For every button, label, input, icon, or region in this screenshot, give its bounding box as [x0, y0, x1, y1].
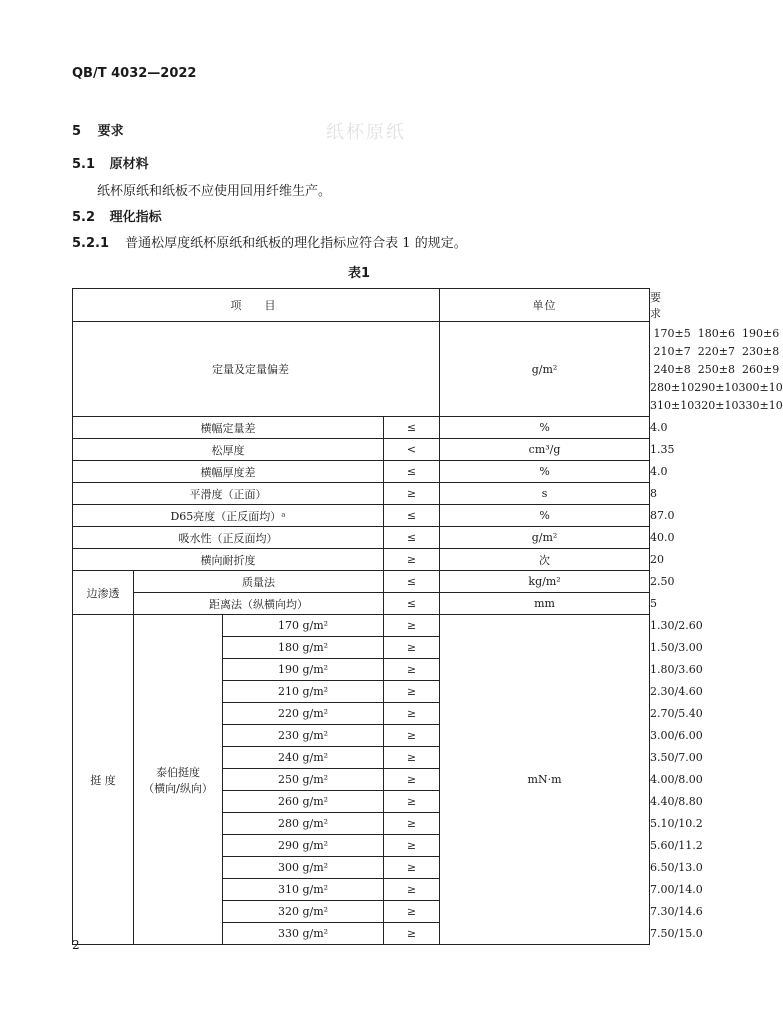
stiffness-operator: ≥: [384, 747, 440, 769]
stiffness-operator: ≥: [384, 703, 440, 725]
section-number: 5: [72, 124, 82, 139]
stiffness-row: 320 g/m² ≥ 7.30/14.6: [73, 901, 650, 923]
grammage-label: 定量及定量偏差: [73, 322, 440, 417]
property-row: 横向耐折度 ≥ 次 20: [73, 549, 650, 571]
stiffness-grammage: 310 g/m²: [223, 879, 384, 901]
grammage-value: 250±8: [697, 362, 735, 376]
clause-number: 5.2.1: [72, 236, 110, 251]
property-name: 平滑度（正面）: [73, 483, 384, 505]
stiffness-operator: ≥: [384, 923, 440, 945]
grammage-value: 330±10: [738, 398, 783, 412]
stiffness-row: 220 g/m² ≥ 2.70/5.40: [73, 703, 650, 725]
stiffness-grammage: 280 g/m²: [223, 813, 384, 835]
grammage-value: 300±10: [738, 380, 783, 394]
grammage-value: 180±6: [697, 326, 735, 340]
stiffness-operator: ≥: [384, 791, 440, 813]
stiffness-row: 280 g/m² ≥ 5.10/10.2: [73, 813, 650, 835]
stiffness-operator: ≥: [384, 659, 440, 681]
property-name: 横向耐折度: [73, 549, 384, 571]
stiffness-grammage: 190 g/m²: [223, 659, 384, 681]
edge-unit: kg/m²: [440, 571, 650, 593]
stiffness-grammage: 220 g/m²: [223, 703, 384, 725]
stiffness-grammage: 240 g/m²: [223, 747, 384, 769]
header-row: 项 目 单位 要 求: [73, 289, 650, 322]
stiffness-operator: ≥: [384, 835, 440, 857]
property-unit: 次: [440, 549, 650, 571]
property-row: D65亮度（正反面均）ᵃ ≤ % 87.0: [73, 505, 650, 527]
stiffness-operator: ≥: [384, 637, 440, 659]
edge-method: 质量法: [134, 571, 384, 593]
grammage-unit: g/m²: [440, 322, 650, 417]
stiffness-operator: ≥: [384, 615, 440, 637]
grammage-value: 210±7: [653, 344, 691, 358]
stiffness-row: 挺 度 泰伯挺度 （横向/纵向） 170 g/m² ≥ mN·m 1.30/2.60: [73, 615, 650, 637]
stiffness-grammage: 260 g/m²: [223, 791, 384, 813]
section-number: 5.1: [72, 157, 96, 172]
header-item: 项 目: [73, 289, 440, 322]
stiffness-grammage: 300 g/m²: [223, 857, 384, 879]
property-name: 横幅厚度差: [73, 461, 384, 483]
grammage-value: 220±7: [697, 344, 735, 358]
stiffness-row: 300 g/m² ≥ 6.50/13.0: [73, 857, 650, 879]
stiffness-grammage: 170 g/m²: [223, 615, 384, 637]
stiffness-row: 180 g/m² ≥ 1.50/3.00: [73, 637, 650, 659]
property-rows: [73, 417, 675, 571]
edge-penetration-rows: [73, 571, 675, 615]
property-operator: ≥: [384, 549, 440, 571]
bleed-through-title: 纸杯原纸: [326, 122, 406, 143]
standard-number: QB/T 4032—2022: [72, 66, 197, 81]
property-row: 横幅厚度差 ≤ % 4.0: [73, 461, 650, 483]
stiffness-row: 240 g/m² ≥ 3.50/7.00: [73, 747, 650, 769]
section-5-1-heading: [72, 153, 149, 172]
section-title: 原材料: [109, 157, 149, 172]
property-unit: cm³/g: [440, 439, 650, 461]
property-name: 横幅定量差: [73, 417, 384, 439]
grammage-value: 280±10: [650, 380, 695, 394]
property-row: 横幅定量差 ≤ % 4.0: [73, 417, 650, 439]
section-number: 5.2: [72, 210, 96, 225]
table-caption: 表1: [347, 266, 371, 281]
property-row: 吸水性（正反面均） ≤ g/m² 40.0: [73, 527, 650, 549]
stiffness-grammage: 180 g/m²: [223, 637, 384, 659]
edge-penetration-label: 边渗透: [73, 571, 134, 615]
stiffness-grammage: 210 g/m²: [223, 681, 384, 703]
stiffness-operator: ≥: [384, 857, 440, 879]
property-unit: %: [440, 505, 650, 527]
edge-method: 距离法（纵横向均）: [134, 593, 384, 615]
taber-direction: （横向/纵向）: [143, 781, 213, 795]
stiffness-row: 310 g/m² ≥ 7.00/14.0: [73, 879, 650, 901]
stiffness-grammage: 330 g/m²: [223, 923, 384, 945]
grammage-value: 310±10: [650, 398, 695, 412]
taber-stiffness-label: [134, 615, 223, 945]
stiffness-row: 210 g/m² ≥ 2.30/4.60: [73, 681, 650, 703]
property-unit: %: [440, 417, 650, 439]
grammage-value: 230±8: [741, 344, 780, 358]
property-name: 松厚度: [73, 439, 384, 461]
property-unit: %: [440, 461, 650, 483]
property-operator: ≤: [384, 417, 440, 439]
taber-title: 泰伯挺度: [156, 765, 200, 779]
s521-paragraph: [72, 232, 467, 251]
stiffness-unit: mN·m: [440, 615, 650, 945]
grammage-value: 170±5: [653, 326, 691, 340]
section-title: 理化指标: [109, 210, 162, 225]
spec-table: [72, 288, 783, 945]
s51-paragraph: 纸杯原纸和纸板不应使用回用纤维生产。: [97, 184, 332, 199]
stiffness-grammage: 290 g/m²: [223, 835, 384, 857]
header-unit: 单位: [440, 289, 650, 322]
section-title: 要求: [97, 124, 124, 139]
stiffness-operator: ≥: [384, 813, 440, 835]
stiffness-row: 230 g/m² ≥ 3.00/6.00: [73, 725, 650, 747]
property-unit: g/m²: [440, 527, 650, 549]
property-row: 松厚度 < cm³/g 1.35: [73, 439, 650, 461]
stiffness-row: 290 g/m² ≥ 5.60/11.2: [73, 835, 650, 857]
edge-operator: ≤: [384, 593, 440, 615]
stiffness-grammage: 320 g/m²: [223, 901, 384, 923]
property-operator: ≤: [384, 527, 440, 549]
edge-unit: mm: [440, 593, 650, 615]
stiffness-row: 330 g/m² ≥ 7.50/15.0: [73, 923, 650, 945]
grammage-value: 320±10: [694, 398, 739, 412]
grammage-value: 190±6: [741, 326, 780, 340]
stiffness-label: 挺 度: [73, 615, 134, 945]
edge-row: 距离法（纵横向均） ≤ mm 5: [73, 593, 650, 615]
stiffness-rows: [73, 615, 703, 945]
grammage-value: 260±9: [741, 362, 780, 376]
edge-row: 边渗透 质量法 ≤ kg/m² 2.50: [73, 571, 650, 593]
property-operator: ≤: [384, 461, 440, 483]
edge-operator: ≤: [384, 571, 440, 593]
stiffness-operator: ≥: [384, 879, 440, 901]
property-name: 吸水性（正反面均）: [73, 527, 384, 549]
stiffness-operator: ≥: [384, 681, 440, 703]
stiffness-row: 250 g/m² ≥ 4.00/8.00: [73, 769, 650, 791]
grammage-row: [73, 322, 650, 417]
grammage-value: 240±8: [653, 362, 691, 376]
stiffness-grammage: 230 g/m²: [223, 725, 384, 747]
property-operator: ≥: [384, 483, 440, 505]
section-5-2-heading: [72, 206, 162, 225]
stiffness-operator: ≥: [384, 725, 440, 747]
property-unit: s: [440, 483, 650, 505]
clause-text: 普通松厚度纸杯原纸和纸板的理化指标应符合表 1 的规定。: [125, 236, 467, 251]
stiffness-operator: ≥: [384, 769, 440, 791]
property-row: 平滑度（正面） ≥ s 8: [73, 483, 650, 505]
stiffness-row: 260 g/m² ≥ 4.40/8.80: [73, 791, 650, 813]
stiffness-row: 190 g/m² ≥ 1.80/3.60: [73, 659, 650, 681]
grammage-value: 290±10: [694, 380, 739, 394]
property-name: D65亮度（正反面均）ᵃ: [73, 505, 384, 527]
stiffness-operator: ≥: [384, 901, 440, 923]
page-number: 2: [72, 938, 80, 952]
section-5-heading: [72, 120, 124, 139]
property-operator: <: [384, 439, 440, 461]
property-operator: ≤: [384, 505, 440, 527]
stiffness-grammage: 250 g/m²: [223, 769, 384, 791]
